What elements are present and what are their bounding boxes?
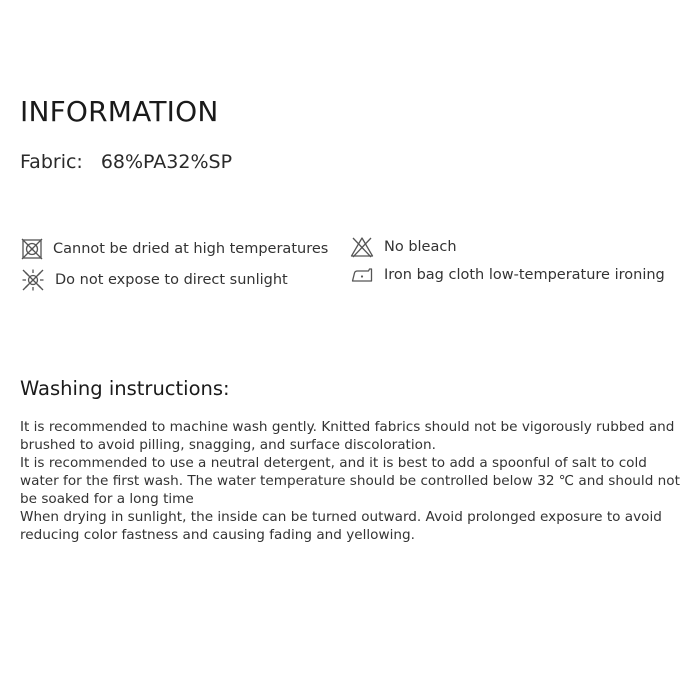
washing-paragraph: When drying in sunlight, the inside can be turned outward. Avoid prolonged exposure to avoid reducing color fastness and causing fading and yellowing. — [20, 509, 662, 543]
washing-paragraph: It is recommended to use a neutral detergent, and it is best to add a spoonful of salt to cold water for the first wash. The water temperature should be controlled below 32 ℃ and should not be soaked for a long time — [20, 455, 680, 507]
care-label: Do not expose to direct sunlight — [55, 272, 288, 288]
fabric-composition — [20, 149, 232, 175]
no-sun-icon — [21, 268, 45, 292]
iron-low-icon — [350, 265, 374, 285]
washing-paragraph: It is recommended to machine wash gently. Knitted fabrics should not be vigorously rubbed and brushed to avoid pilling, snagging, and surface discoloration. — [20, 419, 675, 453]
care-item-no-sunlight — [21, 268, 288, 292]
no-bleach-icon — [350, 236, 374, 258]
fabric-value: 68%PA32%SP — [100, 151, 233, 173]
no-tumble-dry-icon — [21, 238, 43, 260]
care-item-no-high-temp-dry — [21, 238, 328, 260]
care-label: No bleach — [384, 239, 457, 255]
care-item-no-bleach — [350, 236, 457, 258]
section-title-information: INFORMATION — [20, 95, 219, 128]
washing-instructions-title: Washing instructions: — [20, 377, 230, 400]
fabric-label: Fabric: — [20, 151, 83, 173]
care-label: Iron bag cloth low-temperature ironing — [384, 267, 665, 283]
care-item-iron-low-temp — [350, 265, 665, 285]
care-label: Cannot be dried at high temperatures — [53, 241, 329, 257]
washing-instructions-body — [20, 418, 680, 544]
